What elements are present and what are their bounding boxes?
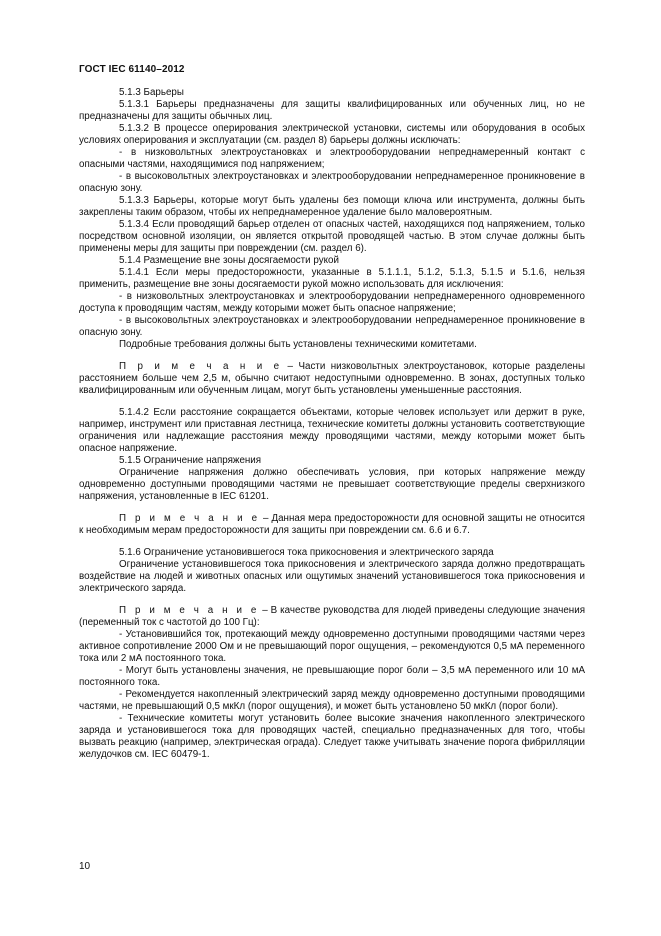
paragraph: 5.1.3.1 Барьеры предназначены для защиты квалифицированных или обученных лиц, но не предназначены для защиты обычных лиц. [79,99,585,122]
list-item: - в высоковольтных электроустановках и электрооборудовании непреднамеренное проникновение в опасную зону. [79,171,585,194]
note [79,605,585,629]
paragraph: 5.1.3 Барьеры [119,87,184,98]
note [79,513,585,537]
list-item: - Установившийся ток, протекающий между одновременно доступными проводящими частями через активное сопротивление 2000 Ом и не превышающий порог ощущения, – рекомендуются 0,5 мА переменного тока или 2 мА постоянного тока. [79,629,585,664]
page-number: 10 [79,861,91,872]
document-header: ГОСТ IEC 61140–2012 [79,64,185,75]
paragraph: Подробные требования должны быть установлены техническими комитетами. [119,339,477,350]
note-label: П р и м е ч а н и е [119,361,283,372]
paragraph: 5.1.4.2 Если расстояние сокращается объектами, которые человек использует или держит в руке, например, инструмент или приставная лестница, технические комитеты должны установить соответствующие ограничения или надлежащие расстояния между проводящими частями, между которыми может быть опасное напряжение. [79,407,585,454]
section-heading: 5.1.4 Размещение вне зоны досягаемости рукой [119,255,339,266]
document-body [79,87,585,761]
list-item: - в высоковольтных электроустановках и электрооборудовании непреднамеренное проникновение в опасную зону. [79,315,585,338]
list-item: - Технические комитеты могут установить более высокие значения накопленного электрического заряда и установившегося тока для проводящих частей, специально предназначенных для того, чтобы вызвать реакцию (например, электрическая ограда). Следует также учитывать значение порога фибрилляции желудочков см. IEC 60479-1. [79,713,585,760]
list-item: - в низковольтных электроустановках и электрооборудовании непреднамеренного одновременного доступа к проводящим частям, между которыми может быть опасное напряжение; [79,291,585,314]
paragraph: 5.1.3.4 Если проводящий барьер отделен от опасных частей, находящихся под напряжением, только посредством основной изоляции, он является открытой проводящей частью. В этом случае должны быть применены меры для защиты при повреждении (см. раздел 6). [79,219,585,254]
paragraph: 5.1.4.1 Если меры предосторожности, указанные в 5.1.1.1, 5.1.2, 5.1.3, 5.1.5 и 5.1.6, нельзя применить, размещение вне зоны досягаемости рукой можно использовать для исключения: [79,267,585,290]
note-text: – Части низковольтных электроустановок, которые разделены расстоянием больше чем 2,5 м, обычно считают недоступными одновременно. В зонах, доступных только квалифицированным или обученным лицам, могут быть установлены уменьшенные расстояния. [79,361,586,396]
list-item: - в низковольтных электроустановках и электрооборудовании непреднамеренный контакт с опасными частями, находящимися под напряжением; [79,147,585,170]
paragraph: Ограничение напряжения должно обеспечивать условия, при которых напряжение между одновременно доступными проводящими частями не превышает соответствующие пределы сверхнизкого напряжения, установленные в IEC 61201. [79,467,585,502]
section-heading: 5.1.6 Ограничение установившегося тока прикосновения и электрического заряда [119,547,494,558]
note [79,361,585,397]
paragraph: 5.1.3.3 Барьеры, которые могут быть удалены без помощи ключа или инструмента, должны быть закреплены таким образом, чтобы их непреднамеренное удаление было маловероятным. [79,195,585,218]
note-text: – Данная мера предосторожности для основной защиты не относится к необходимым мерам предосторожности для защиты при повреждении см. 6.6 и 6.7. [79,513,585,536]
note-label: П р и м е ч а н и е [119,513,261,524]
note-label: П р и м е ч а н и е [119,605,260,616]
section-heading: 5.1.5 Ограничение напряжения [119,455,262,466]
list-item: - Могут быть установлены значения, не превышающие порог боли – 3,5 мА переменного или 10 мА постоянного тока. [79,665,585,688]
paragraph: Ограничение установившегося тока прикосновения и электрического заряда должно предотвращать воздействие на людей и животных опасных или ощутимых значений установившегося тока прикосновения и электрического заряда. [79,559,585,594]
list-item: - Рекомендуется накопленный электрический заряд между одновременно доступными проводящими частями, не превышающий 0,5 мкКл (порог ощущения), и может быть установлено 50 мкКл (порог боли). [79,689,585,712]
paragraph: 5.1.3.2 В процессе оперирования электрической установки, системы или оборудования в особых условиях оперирования и эксплуатации (см. раздел 8) барьеры должны исключать: [79,123,585,146]
note-text: – В качестве руководства для людей приведены следующие значения (переменный ток с частотой до 100 Гц): [79,605,585,628]
